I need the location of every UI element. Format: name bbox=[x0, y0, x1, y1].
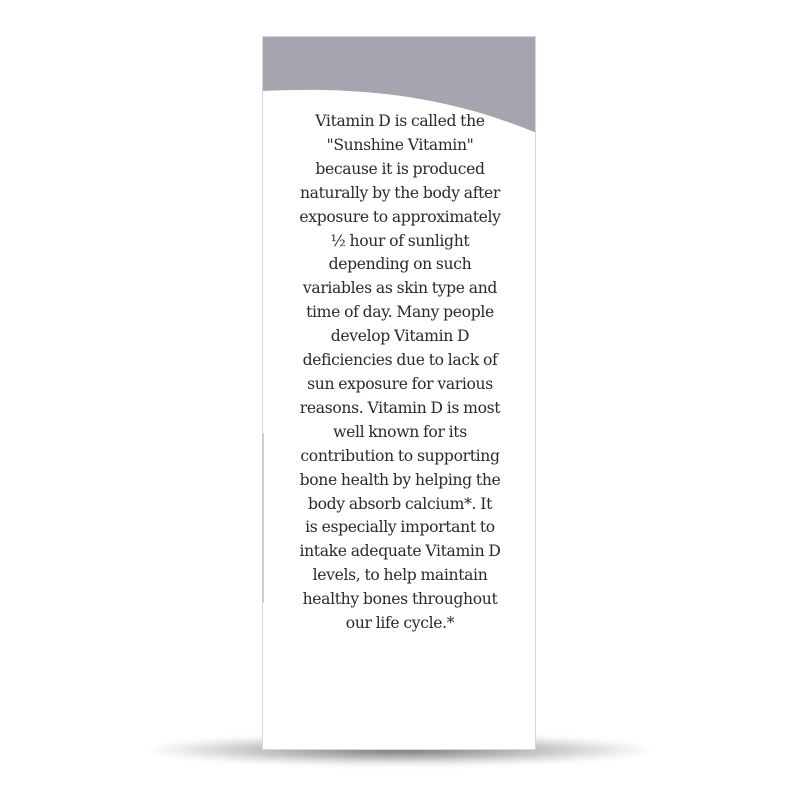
description-line: reasons. Vitamin D is most bbox=[299, 398, 501, 417]
description-line: "Sunshine Vitamin" bbox=[326, 135, 474, 154]
box-fold-edge bbox=[262, 433, 264, 603]
description-line: well known for its bbox=[333, 422, 467, 441]
description-line: is especially important to bbox=[305, 518, 495, 537]
description-line: our life cycle.* bbox=[345, 614, 455, 633]
description-line: levels, to help maintain bbox=[312, 566, 488, 585]
product-box-side-panel bbox=[262, 36, 536, 750]
description-line: depending on such bbox=[328, 255, 472, 274]
vitamin-d-description bbox=[277, 110, 523, 636]
description-line: variables as skin type and bbox=[302, 279, 498, 298]
description-line: time of day. Many people bbox=[306, 303, 494, 322]
description-line: bone health by helping the bbox=[299, 470, 501, 489]
description-line: healthy bones throughout bbox=[302, 590, 498, 609]
description-line: ½ hour of sunlight bbox=[330, 231, 470, 250]
description-line: develop Vitamin D bbox=[330, 327, 470, 346]
description-line: Vitamin D is called the bbox=[315, 112, 485, 130]
description-line: body absorb calcium*. It bbox=[308, 494, 492, 513]
description-line: intake adequate Vitamin D bbox=[299, 542, 501, 561]
description-line: exposure to approximately bbox=[299, 207, 501, 226]
description-line: sun exposure for various bbox=[307, 374, 493, 393]
description-line: contribution to supporting bbox=[300, 446, 500, 465]
description-line: naturally by the body after bbox=[299, 183, 501, 202]
description-line: because it is produced bbox=[315, 159, 485, 178]
description-line: deficiencies due to lack of bbox=[302, 351, 498, 370]
